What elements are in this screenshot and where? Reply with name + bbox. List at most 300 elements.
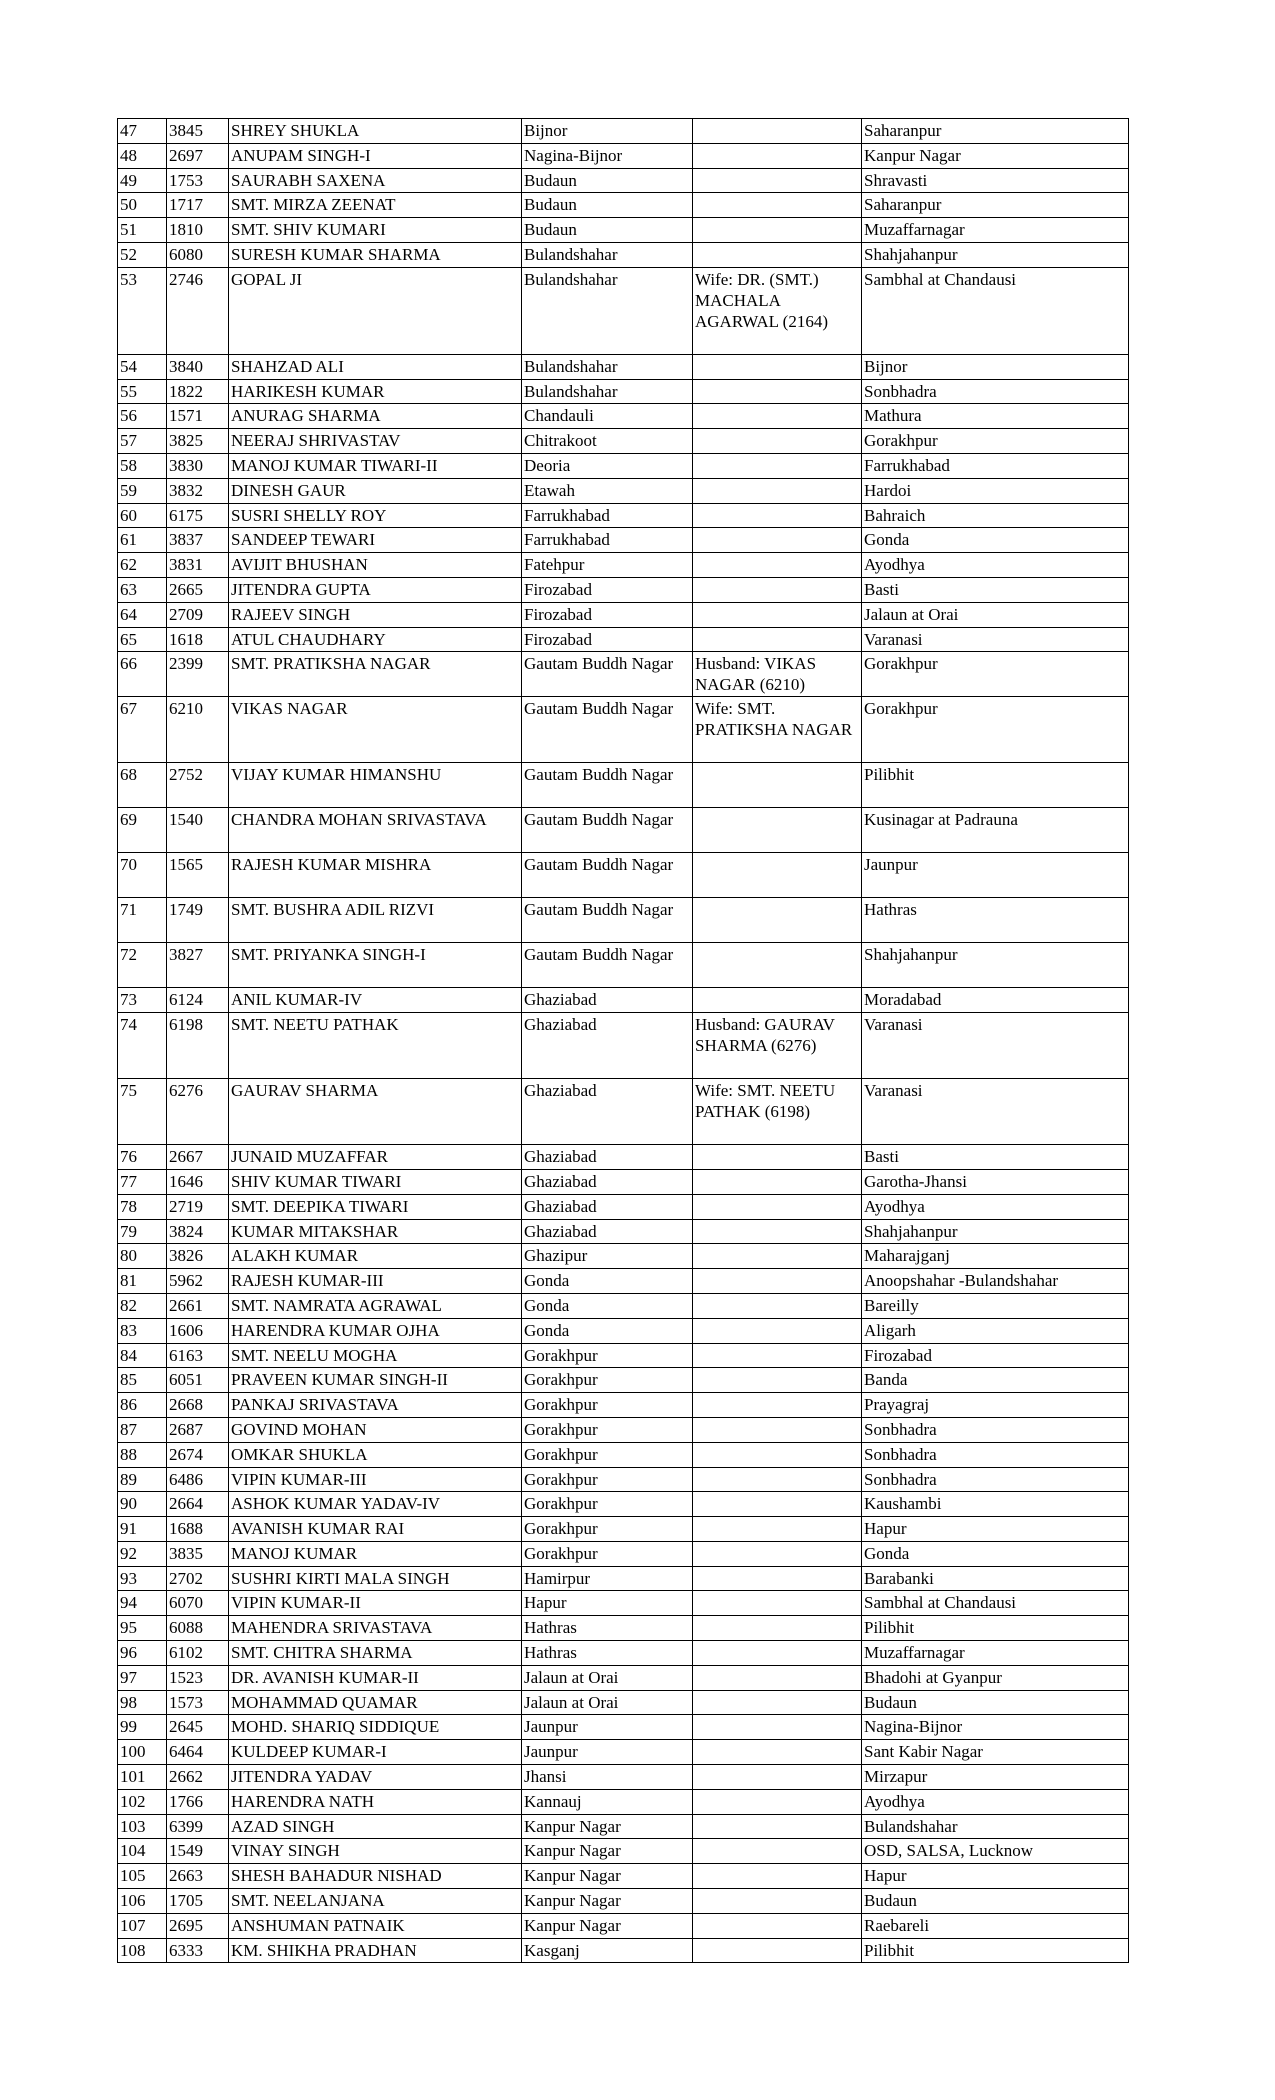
officer-id-cell: 2645: [167, 1715, 229, 1740]
remark-cell: [693, 242, 862, 267]
to-district-cell: Budaun: [862, 1690, 1129, 1715]
remark-cell: [693, 1417, 862, 1442]
from-district-cell: Ghaziabad: [522, 1079, 693, 1145]
to-district-cell: Sonbhadra: [862, 1417, 1129, 1442]
from-district-cell: Bulandshahar: [522, 379, 693, 404]
from-district-cell: Ghaziabad: [522, 1194, 693, 1219]
remark-cell: [693, 1517, 862, 1542]
serial-number-cell: 73: [118, 988, 167, 1013]
from-district-cell: Gonda: [522, 1318, 693, 1343]
serial-number-cell: 100: [118, 1740, 167, 1765]
from-district-cell: Gorakhpur: [522, 1442, 693, 1467]
to-district-cell: Banda: [862, 1368, 1129, 1393]
table-row: [118, 1194, 1129, 1219]
serial-number-cell: 60: [118, 503, 167, 528]
table-row: [118, 1690, 1129, 1715]
serial-number-cell: 91: [118, 1517, 167, 1542]
to-district-cell: Varanasi: [862, 627, 1129, 652]
to-district-cell: Bahraich: [862, 503, 1129, 528]
from-district-cell: Chandauli: [522, 404, 693, 429]
remark-cell: [693, 218, 862, 243]
serial-number-cell: 52: [118, 242, 167, 267]
officer-name-cell: SHREY SHUKLA: [229, 119, 522, 144]
officer-id-cell: 1688: [167, 1517, 229, 1542]
remark-cell: [693, 1145, 862, 1170]
serial-number-cell: 58: [118, 453, 167, 478]
to-district-cell: OSD, SALSA, Lucknow: [862, 1839, 1129, 1864]
to-district-cell: Ayodhya: [862, 553, 1129, 578]
serial-number-cell: 62: [118, 553, 167, 578]
officer-name-cell: SMT. MIRZA ZEENAT: [229, 193, 522, 218]
officer-name-cell: GOPAL JI: [229, 267, 522, 354]
serial-number-cell: 59: [118, 478, 167, 503]
from-district-cell: Gorakhpur: [522, 1368, 693, 1393]
to-district-cell: Shahjahanpur: [862, 242, 1129, 267]
officer-id-cell: 2668: [167, 1393, 229, 1418]
officer-id-cell: 6486: [167, 1467, 229, 1492]
officer-name-cell: MAHENDRA SRIVASTAVA: [229, 1616, 522, 1641]
serial-number-cell: 48: [118, 143, 167, 168]
officer-id-cell: 3845: [167, 119, 229, 144]
officer-id-cell: 3824: [167, 1219, 229, 1244]
to-district-cell: Shravasti: [862, 168, 1129, 193]
table-row: [118, 853, 1129, 898]
remark-cell: [693, 429, 862, 454]
remark-cell: [693, 404, 862, 429]
table-row: [118, 1343, 1129, 1368]
table-row: [118, 1715, 1129, 1740]
officer-id-cell: 6210: [167, 697, 229, 763]
officer-id-cell: 1565: [167, 853, 229, 898]
table-row: [118, 1913, 1129, 1938]
table-row: [118, 1318, 1129, 1343]
to-district-cell: Saharanpur: [862, 119, 1129, 144]
table-row: [118, 1145, 1129, 1170]
serial-number-cell: 47: [118, 119, 167, 144]
remark-cell: [693, 143, 862, 168]
officer-name-cell: GAURAV SHARMA: [229, 1079, 522, 1145]
from-district-cell: Gonda: [522, 1269, 693, 1294]
remark-cell: [693, 478, 862, 503]
table-row: [118, 143, 1129, 168]
officer-id-cell: 6175: [167, 503, 229, 528]
from-district-cell: Kannauj: [522, 1789, 693, 1814]
officer-id-cell: 3830: [167, 453, 229, 478]
serial-number-cell: 85: [118, 1368, 167, 1393]
serial-number-cell: 50: [118, 193, 167, 218]
officer-id-cell: 1523: [167, 1665, 229, 1690]
officer-name-cell: DR. AVANISH KUMAR-II: [229, 1665, 522, 1690]
officer-name-cell: HARIKESH KUMAR: [229, 379, 522, 404]
to-district-cell: Pilibhit: [862, 1616, 1129, 1641]
remark-cell: Husband: GAURAV SHARMA (6276): [693, 1013, 862, 1079]
to-district-cell: Kaushambi: [862, 1492, 1129, 1517]
table-row: [118, 379, 1129, 404]
table-row: [118, 1541, 1129, 1566]
table-row: [118, 602, 1129, 627]
to-district-cell: Bijnor: [862, 354, 1129, 379]
remark-cell: [693, 1318, 862, 1343]
table-row: [118, 1591, 1129, 1616]
serial-number-cell: 57: [118, 429, 167, 454]
table-row: [118, 577, 1129, 602]
remark-cell: [693, 1690, 862, 1715]
to-district-cell: Kusinagar at Padrauna: [862, 808, 1129, 853]
remark-cell: [693, 1368, 862, 1393]
officer-id-cell: 3827: [167, 943, 229, 988]
officer-name-cell: SMT. PRATIKSHA NAGAR: [229, 652, 522, 697]
remark-cell: [693, 1269, 862, 1294]
remark-cell: [693, 602, 862, 627]
from-district-cell: Gautam Buddh Nagar: [522, 652, 693, 697]
officer-id-cell: 6276: [167, 1079, 229, 1145]
serial-number-cell: 96: [118, 1641, 167, 1666]
officer-id-cell: 3835: [167, 1541, 229, 1566]
to-district-cell: Bareilly: [862, 1293, 1129, 1318]
table-row: [118, 193, 1129, 218]
table-row: [118, 1889, 1129, 1914]
to-district-cell: Pilibhit: [862, 1938, 1129, 1963]
table-row: [118, 1467, 1129, 1492]
table-row: [118, 1368, 1129, 1393]
to-district-cell: Ayodhya: [862, 1194, 1129, 1219]
remark-cell: [693, 1889, 862, 1914]
from-district-cell: Kanpur Nagar: [522, 1864, 693, 1889]
remark-cell: Husband: VIKAS NAGAR (6210): [693, 652, 862, 697]
serial-number-cell: 98: [118, 1690, 167, 1715]
officer-id-cell: 1753: [167, 168, 229, 193]
officer-name-cell: GOVIND MOHAN: [229, 1417, 522, 1442]
officer-name-cell: MOHD. SHARIQ SIDDIQUE: [229, 1715, 522, 1740]
officer-id-cell: 6163: [167, 1343, 229, 1368]
remark-cell: [693, 168, 862, 193]
remark-cell: [693, 1244, 862, 1269]
from-district-cell: Gorakhpur: [522, 1393, 693, 1418]
from-district-cell: Gorakhpur: [522, 1492, 693, 1517]
from-district-cell: Jaunpur: [522, 1740, 693, 1765]
to-district-cell: Varanasi: [862, 1079, 1129, 1145]
serial-number-cell: 101: [118, 1765, 167, 1790]
remark-cell: [693, 528, 862, 553]
from-district-cell: Hapur: [522, 1591, 693, 1616]
serial-number-cell: 54: [118, 354, 167, 379]
serial-number-cell: 56: [118, 404, 167, 429]
to-district-cell: Farrukhabad: [862, 453, 1129, 478]
officer-id-cell: 1717: [167, 193, 229, 218]
officer-id-cell: 2667: [167, 1145, 229, 1170]
table-row: [118, 943, 1129, 988]
table-row: [118, 808, 1129, 853]
table-row: [118, 1269, 1129, 1294]
table-row: [118, 119, 1129, 144]
from-district-cell: Bulandshahar: [522, 354, 693, 379]
officer-id-cell: 6198: [167, 1013, 229, 1079]
serial-number-cell: 95: [118, 1616, 167, 1641]
to-district-cell: Muzaffarnagar: [862, 1641, 1129, 1666]
officer-name-cell: ANSHUMAN PATNAIK: [229, 1913, 522, 1938]
from-district-cell: Firozabad: [522, 577, 693, 602]
officer-name-cell: SMT. NEELANJANA: [229, 1889, 522, 1914]
serial-number-cell: 104: [118, 1839, 167, 1864]
serial-number-cell: 63: [118, 577, 167, 602]
serial-number-cell: 77: [118, 1169, 167, 1194]
to-district-cell: Basti: [862, 577, 1129, 602]
officer-name-cell: SMT. NEETU PATHAK: [229, 1013, 522, 1079]
officer-id-cell: 3826: [167, 1244, 229, 1269]
from-district-cell: Nagina-Bijnor: [522, 143, 693, 168]
officer-name-cell: SHIV KUMAR TIWARI: [229, 1169, 522, 1194]
to-district-cell: Firozabad: [862, 1343, 1129, 1368]
table-row: [118, 1616, 1129, 1641]
officer-id-cell: 1766: [167, 1789, 229, 1814]
from-district-cell: Gorakhpur: [522, 1541, 693, 1566]
from-district-cell: Hathras: [522, 1616, 693, 1641]
table-row: [118, 478, 1129, 503]
from-district-cell: Ghaziabad: [522, 1013, 693, 1079]
officer-id-cell: 2399: [167, 652, 229, 697]
table-row: [118, 1665, 1129, 1690]
table-row: [118, 1219, 1129, 1244]
remark-cell: [693, 1169, 862, 1194]
from-district-cell: Gorakhpur: [522, 1517, 693, 1542]
from-district-cell: Farrukhabad: [522, 503, 693, 528]
to-district-cell: Nagina-Bijnor: [862, 1715, 1129, 1740]
to-district-cell: Sant Kabir Nagar: [862, 1740, 1129, 1765]
remark-cell: [693, 1194, 862, 1219]
to-district-cell: Shahjahanpur: [862, 943, 1129, 988]
from-district-cell: Ghaziabad: [522, 1145, 693, 1170]
officer-name-cell: VIJAY KUMAR HIMANSHU: [229, 763, 522, 808]
serial-number-cell: 71: [118, 898, 167, 943]
remark-cell: [693, 1492, 862, 1517]
table-row: [118, 354, 1129, 379]
officer-name-cell: SMT. BUSHRA ADIL RIZVI: [229, 898, 522, 943]
to-district-cell: Sambhal at Chandausi: [862, 1591, 1129, 1616]
officer-id-cell: 2697: [167, 143, 229, 168]
serial-number-cell: 66: [118, 652, 167, 697]
to-district-cell: Prayagraj: [862, 1393, 1129, 1418]
to-district-cell: Anoopshahar -Bulandshahar: [862, 1269, 1129, 1294]
table-row: [118, 652, 1129, 697]
from-district-cell: Budaun: [522, 168, 693, 193]
from-district-cell: Jalaun at Orai: [522, 1665, 693, 1690]
to-district-cell: Mathura: [862, 404, 1129, 429]
to-district-cell: Mirzapur: [862, 1765, 1129, 1790]
remark-cell: [693, 1219, 862, 1244]
serial-number-cell: 49: [118, 168, 167, 193]
officer-id-cell: 6333: [167, 1938, 229, 1963]
officer-name-cell: ANIL KUMAR-IV: [229, 988, 522, 1013]
remark-cell: [693, 1913, 862, 1938]
to-district-cell: Garotha-Jhansi: [862, 1169, 1129, 1194]
table-row: [118, 242, 1129, 267]
officer-name-cell: DINESH GAUR: [229, 478, 522, 503]
officer-id-cell: 6070: [167, 1591, 229, 1616]
officer-name-cell: SAURABH SAXENA: [229, 168, 522, 193]
from-district-cell: Gautam Buddh Nagar: [522, 943, 693, 988]
from-district-cell: Bulandshahar: [522, 242, 693, 267]
from-district-cell: Gautam Buddh Nagar: [522, 898, 693, 943]
from-district-cell: Ghaziabad: [522, 1169, 693, 1194]
transfer-list-table: [117, 118, 1129, 1963]
serial-number-cell: 79: [118, 1219, 167, 1244]
officer-name-cell: VIKAS NAGAR: [229, 697, 522, 763]
table-body: [118, 119, 1129, 1963]
to-district-cell: Sonbhadra: [862, 1467, 1129, 1492]
serial-number-cell: 61: [118, 528, 167, 553]
table-row: [118, 1864, 1129, 1889]
officer-id-cell: 1540: [167, 808, 229, 853]
officer-id-cell: 2665: [167, 577, 229, 602]
from-district-cell: Kanpur Nagar: [522, 1913, 693, 1938]
table-row: [118, 627, 1129, 652]
officer-name-cell: SMT. DEEPIKA TIWARI: [229, 1194, 522, 1219]
table-row: [118, 1839, 1129, 1864]
table-row: [118, 1079, 1129, 1145]
serial-number-cell: 87: [118, 1417, 167, 1442]
officer-id-cell: 2746: [167, 267, 229, 354]
officer-name-cell: VIPIN KUMAR-III: [229, 1467, 522, 1492]
remark-cell: [693, 1665, 862, 1690]
remark-cell: [693, 943, 862, 988]
to-district-cell: Gorakhpur: [862, 697, 1129, 763]
to-district-cell: Varanasi: [862, 1013, 1129, 1079]
remark-cell: Wife: SMT. NEETU PATHAK (6198): [693, 1079, 862, 1145]
serial-number-cell: 51: [118, 218, 167, 243]
from-district-cell: Deoria: [522, 453, 693, 478]
remark-cell: [693, 1789, 862, 1814]
officer-name-cell: MANOJ KUMAR TIWARI-II: [229, 453, 522, 478]
officer-name-cell: ASHOK KUMAR YADAV-IV: [229, 1492, 522, 1517]
officer-id-cell: 6088: [167, 1616, 229, 1641]
table-row: [118, 1765, 1129, 1790]
officer-name-cell: RAJESH KUMAR MISHRA: [229, 853, 522, 898]
table-row: [118, 1814, 1129, 1839]
remark-cell: [693, 1740, 862, 1765]
serial-number-cell: 74: [118, 1013, 167, 1079]
officer-name-cell: AVIJIT BHUSHAN: [229, 553, 522, 578]
remark-cell: [693, 503, 862, 528]
officer-name-cell: NEERAJ SHRIVASTAV: [229, 429, 522, 454]
remark-cell: [693, 1616, 862, 1641]
to-district-cell: Hathras: [862, 898, 1129, 943]
remark-cell: [693, 1343, 862, 1368]
remark-cell: [693, 1393, 862, 1418]
to-district-cell: Basti: [862, 1145, 1129, 1170]
from-district-cell: Gorakhpur: [522, 1343, 693, 1368]
officer-name-cell: SMT. SHIV KUMARI: [229, 218, 522, 243]
to-district-cell: Shahjahanpur: [862, 1219, 1129, 1244]
table-row: [118, 1169, 1129, 1194]
remark-cell: [693, 193, 862, 218]
officer-name-cell: ALAKH KUMAR: [229, 1244, 522, 1269]
serial-number-cell: 55: [118, 379, 167, 404]
table-row: [118, 528, 1129, 553]
from-district-cell: Jaunpur: [522, 1715, 693, 1740]
from-district-cell: Gorakhpur: [522, 1467, 693, 1492]
serial-number-cell: 53: [118, 267, 167, 354]
officer-name-cell: MANOJ KUMAR: [229, 1541, 522, 1566]
to-district-cell: Muzaffarnagar: [862, 218, 1129, 243]
officer-name-cell: AZAD SINGH: [229, 1814, 522, 1839]
remark-cell: [693, 379, 862, 404]
table-row: [118, 168, 1129, 193]
from-district-cell: Jhansi: [522, 1765, 693, 1790]
remark-cell: [693, 1715, 862, 1740]
serial-number-cell: 105: [118, 1864, 167, 1889]
remark-cell: [693, 1591, 862, 1616]
from-district-cell: Gautam Buddh Nagar: [522, 808, 693, 853]
to-district-cell: Hapur: [862, 1864, 1129, 1889]
remark-cell: [693, 1765, 862, 1790]
serial-number-cell: 67: [118, 697, 167, 763]
serial-number-cell: 83: [118, 1318, 167, 1343]
table-row: [118, 453, 1129, 478]
table-row: [118, 429, 1129, 454]
officer-name-cell: SANDEEP TEWARI: [229, 528, 522, 553]
remark-cell: [693, 1467, 862, 1492]
officer-id-cell: 2663: [167, 1864, 229, 1889]
officer-name-cell: SMT. CHITRA SHARMA: [229, 1641, 522, 1666]
officer-id-cell: 3837: [167, 528, 229, 553]
from-district-cell: Hathras: [522, 1641, 693, 1666]
to-district-cell: Raebareli: [862, 1913, 1129, 1938]
officer-name-cell: RAJESH KUMAR-III: [229, 1269, 522, 1294]
to-district-cell: Hardoi: [862, 478, 1129, 503]
table-row: [118, 404, 1129, 429]
remark-cell: [693, 1641, 862, 1666]
table-row: [118, 1244, 1129, 1269]
from-district-cell: Farrukhabad: [522, 528, 693, 553]
officer-id-cell: 3840: [167, 354, 229, 379]
officer-id-cell: 2719: [167, 1194, 229, 1219]
officer-id-cell: 1705: [167, 1889, 229, 1914]
officer-name-cell: KM. SHIKHA PRADHAN: [229, 1938, 522, 1963]
remark-cell: [693, 1864, 862, 1889]
to-district-cell: Jaunpur: [862, 853, 1129, 898]
serial-number-cell: 89: [118, 1467, 167, 1492]
officer-id-cell: 6080: [167, 242, 229, 267]
officer-id-cell: 5962: [167, 1269, 229, 1294]
remark-cell: [693, 1814, 862, 1839]
remark-cell: [693, 898, 862, 943]
table-row: [118, 1013, 1129, 1079]
to-district-cell: Bhadohi at Gyanpur: [862, 1665, 1129, 1690]
officer-name-cell: VINAY SINGH: [229, 1839, 522, 1864]
to-district-cell: Aligarh: [862, 1318, 1129, 1343]
remark-cell: [693, 1442, 862, 1467]
to-district-cell: Pilibhit: [862, 763, 1129, 808]
remark-cell: [693, 453, 862, 478]
from-district-cell: Gorakhpur: [522, 1417, 693, 1442]
officer-name-cell: SMT. NAMRATA AGRAWAL: [229, 1293, 522, 1318]
to-district-cell: Sonbhadra: [862, 379, 1129, 404]
from-district-cell: Kanpur Nagar: [522, 1889, 693, 1914]
officer-name-cell: HARENDRA NATH: [229, 1789, 522, 1814]
remark-cell: Wife: DR. (SMT.) MACHALA AGARWAL (2164): [693, 267, 862, 354]
table-row: [118, 1641, 1129, 1666]
table-row: [118, 1566, 1129, 1591]
officer-name-cell: SURESH KUMAR SHARMA: [229, 242, 522, 267]
officer-id-cell: 1618: [167, 627, 229, 652]
from-district-cell: Bijnor: [522, 119, 693, 144]
table-row: [118, 1293, 1129, 1318]
officer-id-cell: 1606: [167, 1318, 229, 1343]
to-district-cell: Sambhal at Chandausi: [862, 267, 1129, 354]
remark-cell: [693, 853, 862, 898]
serial-number-cell: 81: [118, 1269, 167, 1294]
to-district-cell: Gonda: [862, 528, 1129, 553]
